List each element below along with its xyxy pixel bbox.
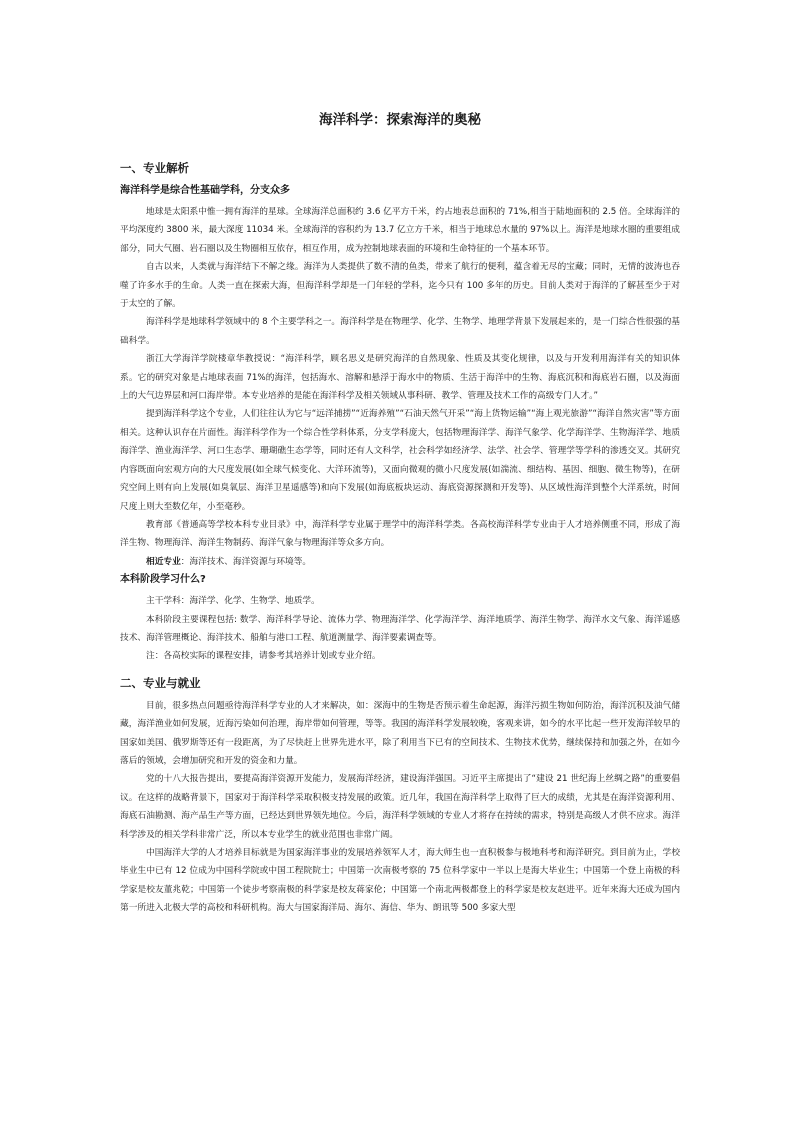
paragraph: 提到海洋科学这个专业，人们往往认为它与“远洋捕捞”“近海养殖”“石油天然气开采”“海上货物运输”“海上观光旅游”“海洋自然灾害”等方面相关。这种认识存在片面性。海洋科学作为一个综合性学科体系，分支学科庞大，包括物理海洋学、海洋气象学、化学海洋学、生物海洋学、地质海洋学、渔业海洋学、河口生态学、珊瑚礁生态学等，同时还有人文科学，社会科学如经济学、法学、社会学、管理学等学科的渗透交叉。其研究内容既面向宏观方向的大尺度发展(如全球气候变化、大洋环流等)，又面向微观的微小尺度发展(如湍流、细结构、基因、细胞、微生物等)，在研究空间上则有向上发展(如臭氧层、海洋卫星遥感等)和向下发展(如海底板块运动、海底资源探测和开发等)、从区域性海洋到整个大洋系统，时间尺度上则大至数亿年，小至毫秒。 bbox=[120, 409, 680, 512]
related-majors-label: 相近专业 bbox=[146, 556, 181, 567]
page-title: 海洋科学：探索海洋的奥秘 bbox=[319, 112, 481, 128]
paragraph: 自古以来，人类就与海洋结下不解之缘。海洋为人类提供了数不清的鱼类，带来了航行的便利，蕴含着无尽的宝藏；同时，无情的波涛也吞噬了许多水手的生命。人类一直在探索大海，但海洋科学却是一门年轻的学科，迄今只有 100 多年的历史。目前人类对于海洋的了解甚至少于对于太空的了解。 bbox=[120, 262, 680, 310]
paragraph: 目前，很多热点问题亟待海洋科学专业的人才来解决，如：深海中的生物是否预示着生命起源，海洋污损生物如何防治，海洋沉积及油气储藏，海洋渔业如何发展，近海污染如何治理，海岸带如何管理，等等。我国的海洋科学发展较晚，客观来讲，如今的水平比起一些开发海洋较早的国家如美国、俄罗斯等还有一段距离，为了尽快赶上世界先进水平，除了利用当下已有的空间技术、生物技术优势，继续保持和加强之外，在如今落后的领域，会增加研究和开发的资金和力量。 bbox=[120, 700, 680, 766]
related-majors bbox=[120, 553, 680, 571]
paragraph: 本科阶段主要课程包括: 数学、海洋科学导论、流体力学、物理海洋学、化学海洋学、海洋地质学、海洋生物学、海洋水文气象、海洋遥感技术、海洋管理概论、海洋技术、船舶与港口工程、航道测量学、海洋要素调查等。 bbox=[120, 614, 680, 643]
subheading-basic-discipline: 海洋科学是综合性基础学科，分支众多 bbox=[120, 185, 290, 196]
spacer bbox=[120, 666, 680, 675]
paragraph: 海洋科学是地球科学领域中的 8 个主要学科之一。海洋科学是在物理学、化学、生物学、地理学背景下发展起来的，是一门综合性很强的基础科学。 bbox=[120, 317, 680, 346]
paragraph: 中国海洋大学的人才培养目标就是为国家海洋事业的发展培养领军人才，海大师生也一直积极参与极地科考和海洋研究。到目前为止，学校毕业生中已有 12 位成为中国科学院或中国工程院院士；中国第一次南极考察的 75 位科学家中一半以上是海大毕业生；中国第一个登上南极的科学家是校友董兆乾；中国第一个徒步考察南极的科学家是校友蒋家伦；中国第一个南北两极都登上的科学家是校友赵进平。近年来海大还成为国内第一所进入北极大学的高校和科研机构。海大与国家海洋局、海尔、海信、华为、朗讯等 500 多家大型 bbox=[120, 848, 680, 914]
paragraph: 注：各高校实际的课程安排，请参考其培养计划或专业介绍。 bbox=[146, 651, 381, 662]
paragraph: 党的十八大报告提出，要提高海洋资源开发能力，发展海洋经济，建设海洋强国。习近平主席提出了“建设 21 世纪海上丝绸之路”的重要倡议。在这样的战略背景下，国家对于海洋科学采取积极支持发展的政策。近几年，我国在海洋科学上取得了巨大的成绩，尤其是在海洋资源利用、海底石油勘测、海产品生产等方面，已经达到世界领先地位。今后，海洋科学领域的专业人才将存在持续的需求，特别是高级人才供不应求。海洋科学涉及的相关学科非常广泛，所以本专业学生的就业范围也非常广阔。 bbox=[120, 774, 680, 840]
section-heading-employment: 二、专业与就业 bbox=[120, 675, 201, 690]
paragraph: 教育部《普通高等学校本科专业目录》中，海洋科学专业属于理学中的海洋科学类。各高校海洋科学专业由于人才培养侧重不同，形成了海洋生物、物理海洋、海洋生物制药、海洋气象与物理海洋等众多方向。 bbox=[120, 519, 680, 549]
paragraph: 主干学科：海洋学、化学、生物学、地质学。 bbox=[146, 596, 320, 607]
document-body bbox=[120, 108, 680, 918]
section-heading-analysis: 一、专业解析 bbox=[120, 161, 189, 175]
subheading-undergraduate-study: 本科阶段学习什么? bbox=[120, 574, 206, 586]
paragraph: 地球是太阳系中惟一拥有海洋的星球。全球海洋总面积约 3.6 亿平方千米，约占地表总面积的 71%,相当于陆地面积的 2.5 倍。全球海洋的平均深度约 3800 米，最大深度 11034 米。全球海洋的容积约为 13.7 亿立方千米，相当于地球总水量的 97%以上。海洋是地球水圈的重要组成部分，同大气圈、岩石圈以及生物圈相互依存，相互作用，成为控制地球表面的环境和生命特征的一个基本环节。 bbox=[120, 207, 680, 254]
related-majors-text: ：海洋技术、海洋资源与环境等。 bbox=[180, 556, 312, 567]
paragraph: 浙江大学海洋学院楼章华教授说：“海洋科学，顾名思义是研究海洋的自然现象、性质及其变化规律，以及与开发利用海洋有关的知识体系。它的研究对象是占地球表面 71%的海洋，包括海水、溶解和悬浮于海水中的物质、生活于海洋中的生物、海底沉积和海底岩石圈，以及海面上的大气边界层和河口海岸带。本专业培养的是能在海洋科学及相关领域从事科研、教学、管理及技术工作的高级专门人才。” bbox=[120, 354, 680, 402]
